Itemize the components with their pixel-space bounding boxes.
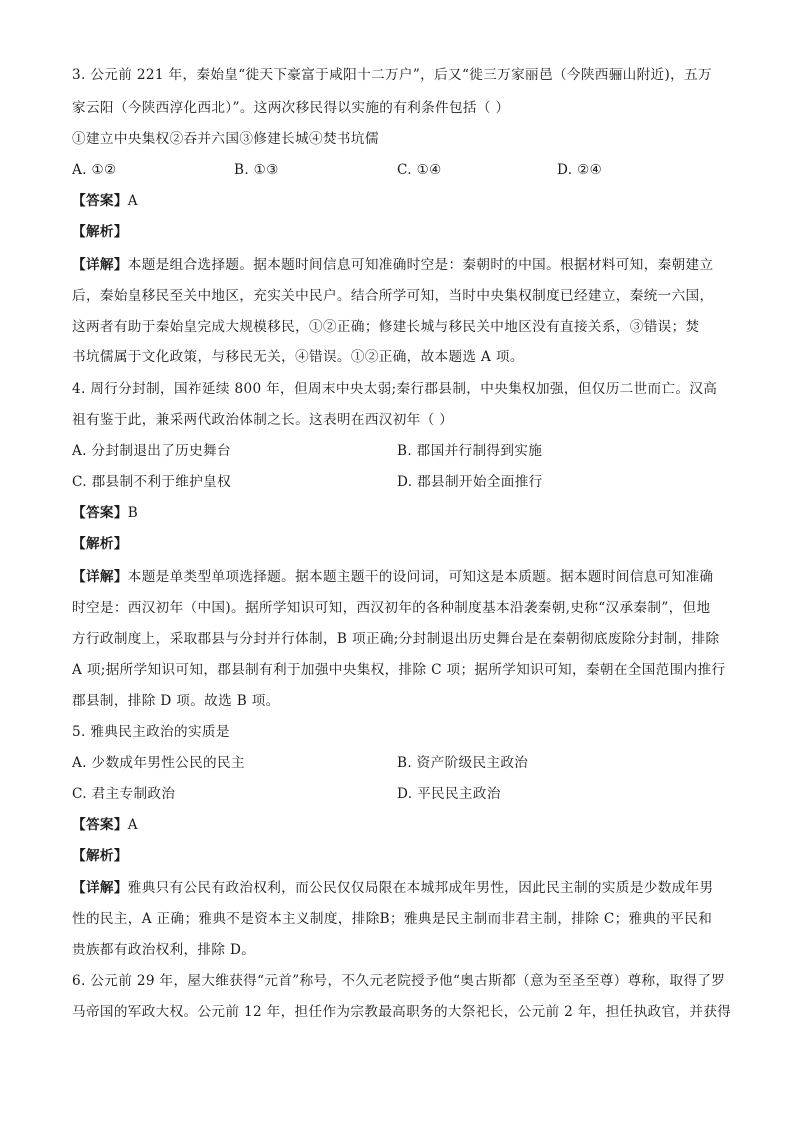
q5-option-a: A. 少数成年男性公民的民主 bbox=[72, 755, 245, 771]
q4-option-b: B. 郡国并行制得到实施 bbox=[397, 443, 543, 459]
q3-items: ①建立中央集权②吞并六国③修建长城④焚书坑儒 bbox=[72, 131, 379, 147]
answer-label: 【答案】 bbox=[72, 505, 128, 521]
q5-option-d: D. 平民民主政治 bbox=[397, 786, 501, 802]
answer-label: 【答案】 bbox=[72, 193, 128, 209]
q5-detail-line-3: 贵族都有政治权利，排除 D。 bbox=[72, 942, 256, 958]
q5-analysis-label: 【解析】 bbox=[72, 848, 128, 864]
q3-analysis-label: 【解析】 bbox=[72, 224, 128, 240]
q4-option-a: A. 分封制退出了历史舞台 bbox=[72, 443, 231, 459]
q3-option-d: D. ②④ bbox=[557, 162, 603, 178]
answer-value: A bbox=[127, 817, 138, 833]
q3-detail-line-3: 这两者有助于秦始皇完成大规模移民，①②正确；修建长城与移民关中地区没有直接关系，③错误；焚 bbox=[72, 319, 700, 335]
q6-stem-line-2: 马帝国的军政大权。公元前 12 年，担任作为宗教最高职务的大祭祀长，公元前 2 年，担任执政官，并获得 bbox=[72, 1004, 732, 1020]
q3-option-c: C. ①④ bbox=[397, 162, 442, 178]
q4-detail-line-4: A 项;据所学知识可知，郡县制有利于加强中央集权，排除 C 项；据所学知识可知，秦朝在全国范围内推行 bbox=[72, 662, 726, 678]
q5-stem: 5. 雅典民主政治的实质是 bbox=[72, 724, 230, 740]
q3-detail-line-2: 后，秦始皇移民至关中地区，充实关中民户。结合所学可知，当时中央集权制度已经建立，秦统一六国， bbox=[72, 288, 714, 304]
q4-option-c: C. 郡县制不利于维护皇权 bbox=[72, 474, 232, 490]
q4-detail-line-5: 郡县制，排除 D 项。故选 B 项。 bbox=[72, 693, 280, 709]
q3-answer bbox=[72, 192, 722, 210]
q3-detail-line-1 bbox=[72, 256, 722, 274]
q4-option-d: D. 郡县制开始全面推行 bbox=[397, 474, 543, 490]
q3-stem-line-2: 家云阳（今陕西淳化西北）”。这两次移民得以实施的有利条件包括（ ） bbox=[72, 100, 510, 116]
q5-detail-line-2: 性的民主，A 正确；雅典不是资本主义制度，排除B；雅典是民主制而非君主制，排除 C；雅典的平民和 bbox=[72, 911, 713, 927]
detail-label: 【详解】 bbox=[72, 880, 128, 896]
q5-option-b: B. 资产阶级民主政治 bbox=[397, 755, 529, 771]
q4-stem-line-1: 4. 周行分封制，国祚延续 800 年，但周末中央太弱;秦行郡县制，中央集权加强，但仅历二世而亡。汉高 bbox=[72, 381, 718, 397]
q5-detail-line-1 bbox=[72, 879, 722, 897]
detail-label: 【详解】 bbox=[72, 569, 128, 585]
q5-option-c: C. 君主专制政治 bbox=[72, 786, 176, 802]
detail-text: 本题是组合选择题。据本题时间信息可知准确时空是：秦朝时的中国。根据材料可知，秦朝建立 bbox=[127, 257, 714, 273]
q4-analysis-label: 【解析】 bbox=[72, 536, 128, 552]
answer-value: B bbox=[127, 505, 139, 521]
detail-text: 本题是单类型单项选择题。据本题主题干的设问词，可知这是本质题。据本题时间信息可知准确 bbox=[127, 569, 714, 585]
q4-stem-line-2: 祖有鉴于此，兼采两代政治体制之长。这表明在西汉初年（ ） bbox=[72, 412, 454, 428]
q6-stem-line-1: 6. 公元前 29 年，屋大维获得“元首”称号，不久元老院授予他“奥古斯都（意为至圣至尊）尊称，取得了罗 bbox=[72, 973, 726, 989]
q3-detail-line-4: 书坑儒属于文化政策，与移民无关，④错误。①②正确，故本题选 A 项。 bbox=[72, 349, 524, 365]
answer-label: 【答案】 bbox=[72, 817, 128, 833]
detail-text: 雅典只有公民有政治权利，而公民仅仅局限在本城邦成年男性，因此民主制的实质是少数成年男 bbox=[127, 880, 714, 896]
q4-detail-line-2: 时空是：西汉初年（中国)。据所学知识可知，西汉初年的各种制度基本沿袭秦朝,史称“汉承秦制”，但地 bbox=[72, 600, 711, 616]
q3-stem-line-1: 3. 公元前 221 年，秦始皇“徙天下豪富于咸阳十二万户”，后又“徙三万家丽邑（今陕西骊山附近)，五万 bbox=[72, 67, 712, 83]
q4-answer bbox=[72, 504, 722, 522]
q5-answer bbox=[72, 816, 722, 834]
q3-option-b: B. ①③ bbox=[234, 162, 279, 178]
answer-value: A bbox=[127, 193, 138, 209]
q3-option-a: A. ①② bbox=[72, 162, 117, 178]
q4-detail-line-3: 方行政制度上，采取郡县与分封并行体制，B 项正确;分封制退出历史舞台是在秦朝彻底废除分封制，排除 bbox=[72, 631, 720, 647]
q4-detail-line-1 bbox=[72, 568, 722, 586]
detail-label: 【详解】 bbox=[72, 257, 128, 273]
